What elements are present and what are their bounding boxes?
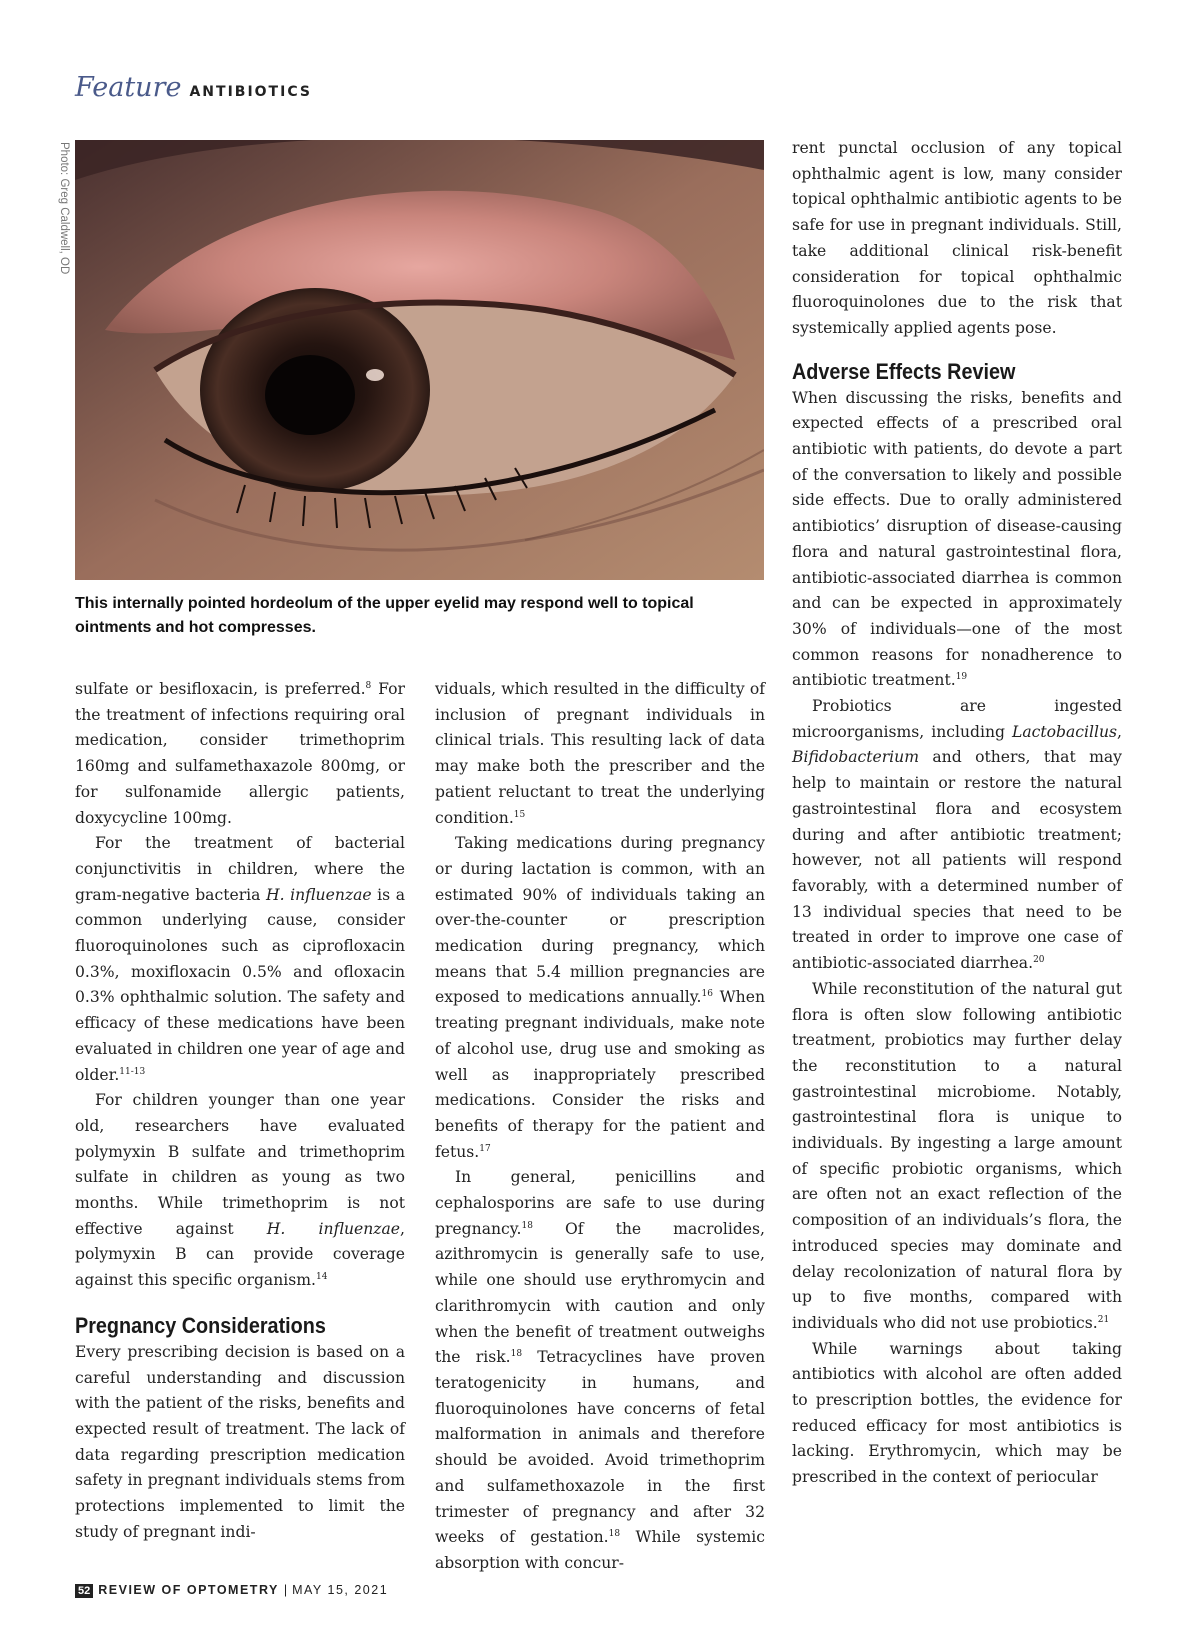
paragraph: For the treatment of bacterial conjunctivitis in children, where the gram-negative bacteria H. influenzae is a common underlying cause, consider fluoroquinolones such as ciprofloxacin 0.3%, moxifloxacin 0.5% and ofloxacin 0.3% ophthalmic solution. The safety and efficacy of these medications have been evaluated in children one year of age and older.$^{11-13}$	[75, 834, 406, 1084]
citation: 15	[513, 809, 526, 820]
paragraph: Taking medications during pregnancy or during lactation is common, with an estimated 90% of individuals taking an over-the-counter or prescription medication during pregnancy, which means that 5.4 million pregnancies are exposed to medications annually.$^{16}$ When treating pregnant individuals, make note of alcohol use, drug use and smoking as well as inappropriately prescribed medications. Consider the risks and benefits of therapy for the patient and fetus.$^{17}$	[435, 834, 765, 1161]
section-header	[75, 72, 312, 103]
column-2	[435, 677, 765, 1577]
paragraph: When discussing the risks, benefits and expected effects of a prescribed oral antibiotic with patients, do devote a part of the conversation to likely and possible side effects. Due to orally administered antibiotics’ disruption of disease-causing flora and natural gastrointestinal flora, antibiotic-associated diarrhea is common and can be expected in approximately 30% of individuals—one of the most common reasons for nonadherence to antibiotic treatment.$^{19}$	[792, 388, 1122, 690]
paragraph: viduals, which resulted in the difficulty of inclusion of pregnant individuals in clinical trials. This resulting lack of data may make both the prescriber and the patient reluctant to treat the underlying condition.$^{15}$	[435, 680, 765, 827]
footer-separator: |	[283, 1583, 288, 1597]
paragraph: While warnings about taking antibiotics with alcohol are often added to prescription bottles, the evidence for reduced efficacy for most antibiotics is lacking. Erythromycin, which may be prescribed in the context of periocular	[792, 1339, 1122, 1487]
column-1	[75, 677, 405, 1546]
magazine-name: REVIEW OF OPTOMETRY	[98, 1583, 279, 1597]
paragraph: While reconstitution of the natural gut flora is often slow following antibiotic treatment, probiotics may further delay the reconstitution to a natural gastrointestinal microbiome. Notably, gastrointestinal flora is unique to individuals. By ingesting a large amount of specific probiotic organisms, which are often not an exact reflection of the composition of an individuals’s flora, the introduced species may dominate and delay recolonization of natural flora by up to five months, compared with individuals who did not use probiotics.$^{21}$	[792, 979, 1122, 1332]
citation: 19	[955, 672, 968, 683]
paragraph: sulfate or besifloxacin, is preferred.$^8$ For the treatment of infections requiring oral medication, consider trimethoprim 160mg and sulfamethaxazole 800mg, or for sulfonamide allergic patients, doxycycline 100mg.	[75, 680, 405, 827]
paragraph: In general, penicillins and cephalosporins are safe to use during pregnancy.$^{18}$ Of the macrolides, azithromycin is generally safe to use, while one should use erythromycin and clarithromycin with caution and only when the benefit of treatment outweighs the risk.$^{18}$ Tetracyclines have proven teratogenicity in humans, and fluoroquinolones have concerns of fetal malformation in animals and therefore should be avoided. Avoid trimethoprim and sulfamethoxazole in the first trimester of pregnancy and after 32 weeks of gestation.$^{18}$ While systemic absorption with concur-	[435, 1168, 765, 1572]
photo-caption: This internally pointed hordeolum of the upper eyelid may respond well to topical ointments and hot compresses.	[75, 595, 694, 636]
citation: 18	[608, 1529, 621, 1540]
species-name: Bifidobacterium	[792, 748, 919, 767]
section-label: Feature	[75, 72, 182, 103]
paragraph: Probiotics are ingested microorganisms, including Lactobacillus, Bifidobacterium and others, that may help to maintain or restore the natural gastrointestinal flora and ecosystem during and after antibiotic treatment; however, not all patients will respond favorably, with a determined number of 13 individual species that need to be treated in order to improve one case of antibiotic-associated diarrhea.$^{20}$	[792, 697, 1122, 973]
citation: 16	[701, 989, 713, 1000]
column-3	[792, 136, 1122, 1491]
species-name: H. influenzae	[266, 1219, 401, 1238]
citation: 17	[479, 1143, 491, 1154]
citation: 18	[521, 1220, 533, 1231]
citation: 11-13	[119, 1066, 146, 1077]
citation: 18	[510, 1349, 523, 1360]
section-topic: ANTIBIOTICS	[189, 84, 312, 100]
eyelid-photo	[75, 140, 764, 580]
species-name: H. influenzae	[266, 885, 372, 904]
citation: 21	[1097, 1314, 1110, 1325]
paragraph: rent punctal occlusion of any topical ophthalmic agent is low, many consider topical ophthalmic antibiotic agents to be safe for use in pregnant individuals. Still, take additional clinical risk-benefit consideration for topical ophthalmic fluoroquinolones due to the risk that systemically applied agents pose.	[792, 139, 1122, 337]
eye-illustration	[75, 140, 764, 580]
section-heading: Pregnancy Considerations	[75, 1312, 326, 1338]
issue-date: MAY 15, 2021	[292, 1583, 389, 1597]
species-name: Lactobacillus	[1011, 722, 1118, 741]
citation: 14	[316, 1271, 328, 1282]
page-number: 52	[75, 1584, 93, 1598]
section-heading: Adverse Effects Review	[792, 358, 1016, 384]
citation: 8	[365, 680, 372, 691]
page-footer	[75, 1583, 388, 1598]
paragraph: For children younger than one year old, researchers have evaluated polymyxin B sulfate and trimethoprim sulfate in children as young as two months. While trimethoprim is not effective against H. influenzae, polymyxin B can provide coverage against this specific organism.$^{14}$	[75, 1091, 405, 1290]
photo-credit: Photo: Greg Caldwell, OD	[58, 142, 70, 275]
citation: 20	[1033, 954, 1045, 965]
paragraph: Every prescribing decision is based on a careful understanding and discussion with the patient of the risks, benefits and expected result of treatment. The lack of data regarding prescription medication safety in pregnant individuals stems from protections implemented to limit the study of pregnant indi-	[75, 1342, 405, 1541]
